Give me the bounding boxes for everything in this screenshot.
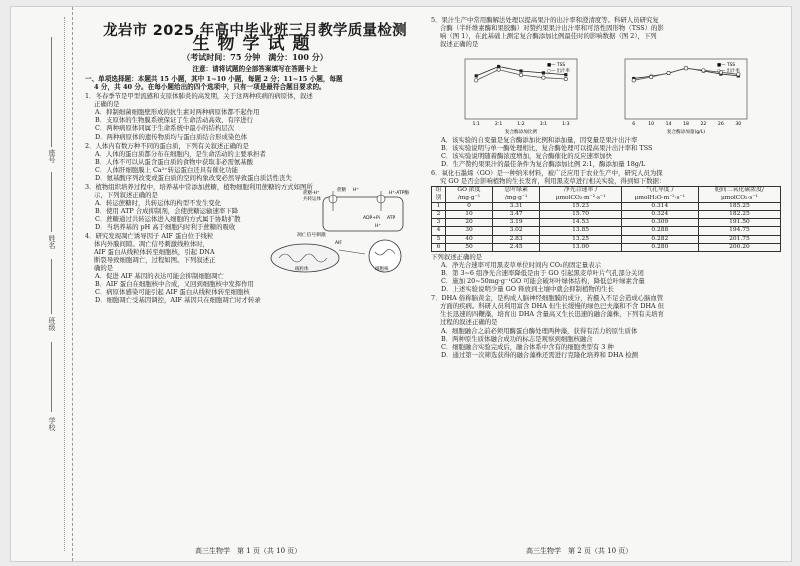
table-cell: 2.45 (492, 243, 539, 251)
axis-label: 复合酶添加比例 (504, 130, 538, 136)
option: B．AIF 蛋白在细胞核中合成，又回到细胞核中发挥作用 (95, 280, 254, 289)
legend-entry: ■— TSS (717, 63, 736, 69)
table-cell: 20 (445, 219, 492, 227)
table-cell: 1 (432, 202, 446, 210)
table-cell: 6 (432, 243, 446, 251)
table-cell: 3.02 (492, 227, 539, 235)
option: C．两种病原体同属于生命系统中最小的结构层次 (95, 124, 235, 133)
data-point (632, 79, 635, 82)
tick-label: 22 (700, 122, 707, 128)
option: C．蔗糖通过共转运体进入细胞的方式属于协助扩散 (95, 214, 241, 223)
tick-label: 18 (683, 122, 689, 128)
table-cell: 4 (432, 227, 446, 235)
table-body (432, 202, 781, 251)
table-cell: 0.309 (621, 219, 698, 227)
table-cell: 191.50 (698, 219, 780, 227)
option: A．抑制细菌细胞壁形成的抗生素对两种病原体都不起作用 (95, 108, 260, 117)
fig-label: H⁺ (375, 223, 381, 229)
tick-label: 2:1 (494, 122, 503, 128)
sucrose-transport-diagram (303, 187, 423, 235)
cut-line (64, 17, 65, 551)
table-cell: 0.282 (621, 235, 698, 243)
binding-strip (11, 7, 73, 561)
option: D．细胞凋亡受基因调控，AIF 基因只在细胞凋亡时才转录 (95, 296, 261, 305)
question-stem: 过程的叙述正确的是 (440, 318, 498, 327)
option: A．净光合速率可用黑麦草单位时间内 CO₂的固定量表示 (441, 261, 601, 270)
option: A．该实验的自变量是复合酶添加比例和添加量，因变量是果汁出汁率 (441, 136, 638, 145)
table-cell: 185.25 (698, 202, 780, 210)
question-stem: 7．DHA 俗称脑黄金，是构成人脑神经细胞膜的成分，若摄入不足会造成心脑血管 (431, 294, 664, 303)
table-row (432, 227, 781, 235)
data-point (519, 70, 522, 73)
exam-title: 龙岩市 2025 年高中毕业班三月教学质量检测 (103, 23, 407, 39)
school-label: 学校 (48, 417, 56, 431)
table-cell: 10 (445, 211, 492, 219)
data-point (684, 67, 687, 70)
fig-label: ATP (387, 215, 396, 221)
tick-label: 3:1 (539, 122, 548, 128)
q5-figures (431, 49, 781, 135)
chart-figure-1 (451, 49, 591, 135)
table-row (432, 235, 781, 243)
option: B．使用 ATP 合成抑制剂，会使蔗糖运输速率下降 (95, 206, 239, 215)
table-cell: 40 (445, 235, 492, 243)
table-cell: 3.47 (492, 211, 539, 219)
question-stem: 响（图 1），在此基础上测定复合酶添加比例最佳时的影响数据（图 2），下列 (440, 32, 657, 41)
legend-entry: ○— 出汁率 (717, 69, 740, 75)
question-1 (85, 92, 425, 140)
table-cell: 2 (432, 211, 446, 219)
table-row (432, 219, 781, 227)
question-stem: 示，下列叙述正确的是 (94, 190, 158, 199)
table-cell: 3 (432, 219, 446, 227)
option: B．支原体的生物膜系统保证了生命活动高效、有序进行 (95, 116, 254, 125)
data-point (542, 76, 545, 79)
plot-frame (465, 59, 577, 119)
tick-label: 30 (735, 122, 742, 128)
exam-info: （考试时间：75 分钟 满分：100 分） (182, 52, 328, 63)
data-point (475, 74, 478, 77)
question-2 (85, 142, 425, 182)
chart-figure-2 (611, 49, 761, 135)
tick-label: 14 (665, 122, 672, 128)
table-header-row (432, 187, 781, 202)
fig-label: 共转运体 (303, 196, 321, 202)
question-stem: 正确的是 (94, 100, 120, 109)
option: C．该实验说明随着酶浓度增加，复合酶催化的反应速率加快 (441, 152, 613, 161)
table-cell: 15.23 (540, 202, 621, 210)
question-stem: 生长迅速的四鞭藻，培育出 DHA 含量高又生长迅速的融合藻株，下列有关培育 (440, 310, 664, 319)
page-2-column: 5．果汁生产中常用酶解法处理以提高果汁的出汁率和澄清度等。科研人员研究复 合酶（半纤维素酶和果胶酶）对赞约果果汁出汁率和可溶性固形物（TSS）的影 响（图 1），在此基础上测定复合酶添加比例最佳时的影响数据（图 2），下列 叙述正确的是 1:1 2:1 1:2 3:1 1:3 复合酶添加比例 ■— TSS ○— 出汁率 6 10 14 18 22 26 30 复合酶添加量(g/L) ■— TSS ○— 出汁率 A．该实验的自变量是复合酶添加比例和添加量，因变量是果汁出汁率 B．该实验说明与单一酶处理相比，复合酶处理可以提高果汁出汁率和 TSS C．该实验说明随着酶浓度增加，复合酶催化的反应速率加快 D．生产赞约果果汁的最佳条件为复合酶添加比例 2:1，酶添加量 18g/L 6．氧化石墨烯（GO）是一种纳米材料，被广泛应用于农业生产中，研究人员为探 究 GO 是否会影响植物的生长发育，利用黑麦草进行相关实验，得到如下数据： 组别 GO 浓度 /mg·g⁻¹ 总叶绿素 /mg·g⁻¹ 净光合速率 /μmolCO₂·m⁻²·s⁻¹ 气孔导度 /μmolH₂O·m⁻²·s⁻¹ 胞间二氧化碳浓度/μmolCO₂·s⁻¹ 1 0 3.31 15.23 0.314 185.25 2 10 3.47 15.70 0.324 182.25 3 20 3.19 14.53 0.309 191.50 4 30 3.02 13.85 0.288 194.75 5 40 2.83 13.25 0.282 201.75 6 50 2.45 13.00 0.280 200.20 下列叙述正确的是 A．净光合速率可用黑麦草单位时间内 CO₂的固定量表示 B．第 3~6 组净光合速率降低是由于 GO 引起黑麦草叶片气孔部分关闭 C．施加 20~50mg·g⁻¹GO 可能会破坏叶绿体结构，降低总叶绿素含量 D．上述实验说明少量 GO 释放到土壤中就会抑制植物的生长 7．DHA 俗称脑黄金，是构成人脑神经细胞膜的成分，若摄入不足会造成心脑血管 方面的疾病。科研人员利用富含 DHA 但生长缓慢的绿色巴夫藻和不含 DHA 但 生长迅速的四鞭藻，培育出 DHA 含量高又生长迅速的融合藻株，下列有关培育 过程的叙述正确的是 A．细胞融合之前必须用酶蛋白酶处理两种藻，获得有活力的原生质体 B．两种原生质体融合成功的标志是观察到细胞核融合 C．细胞融合实验完成后，融合体系中含有的细胞类型有 3 种 D．通过第一次筛选获得的融合藻株还需进行克隆化培养和 DHA 检测 高三生物学 第 2 页（共 10 页） (431, 15, 781, 359)
question-stem: AIF 蛋白从线粒体转至细胞核，引起 DNA (94, 248, 215, 257)
question-stem: 方面的疾病。科研人员利用富含 DHA 但生长缓慢的绿色巴夫藻和不含 DHA 但 (440, 302, 665, 311)
class-label: 班级 (48, 317, 56, 331)
seat-line (51, 37, 52, 147)
table-row (432, 211, 781, 219)
data-point (542, 71, 545, 74)
question-stem: 体内外膜间隙。凋亡信号刺激线粒体时， (94, 240, 210, 249)
table-row (432, 202, 781, 210)
fig-label: ADP+Pi (363, 215, 380, 221)
tick-label: 1:1 (472, 122, 480, 128)
question-stem: 叙述正确的是 (440, 40, 479, 49)
data-point (475, 79, 478, 82)
question-stem: 4．研究发现凋亡诱导因子 AIF 蛋白位于线粒 (85, 232, 214, 241)
table-cell: 13.00 (540, 243, 621, 251)
option: A．促进 AIF 基因的表达可能会抑制细胞凋亡 (95, 272, 224, 281)
option: D．通过第一次筛选获得的融合藻株还需进行克隆化培养和 DHA 检测 (441, 350, 639, 359)
table-cell: 182.25 (698, 211, 780, 219)
question-stem: 确的是 (94, 264, 114, 273)
table-cell: 3.19 (492, 219, 539, 227)
question-7 (431, 294, 781, 358)
table-cell: 200.20 (698, 243, 780, 251)
option: C．细胞融合实验完成后，融合体系中含有的细胞类型有 3 种 (441, 342, 614, 351)
option: C．病原体感染可能引起 AIF 蛋白从线粒体转至细胞核 (95, 288, 250, 297)
option: B．两种原生质体融合成功的标志是观察到细胞核融合 (441, 334, 593, 343)
class-line (51, 259, 52, 314)
fig-label: 细胞核 (375, 267, 389, 273)
option: D．氨基酸序列改变或蛋白质的空间构象改变必然导致蛋白质活性丧失 (95, 173, 292, 182)
question-stem: 2．人体内有数万种不同的蛋白质，下列有关叙述正确的是 (85, 141, 249, 150)
aif-pathway-diagram (235, 230, 425, 276)
page-1-column: 龙岩市 2025 年高中毕业班三月教学质量检测 生物学试题 （考试时间：75 分钟 满分：100 分） 注意：请将试题的全部答案填写在答题卡上 一、单项选择题：本题共 15 小题，其中 1~10 小题，每题 2 分；11~15 小题，每题 4 分，共 40 分。在每小题给出的四个选项中，只有一项是最符合题目要求的。 1．冬春季节是甲型流感和支原体肺炎的高发期，关于这两种疾病的病原体，叙述 正确的是 A．抑制细菌细胞壁形成的抗生素对两种病原体都不起作用 B．支原体的生物膜系统保证了生命活动高效、有序进行 C．两种病原体同属于生命系统中最小的结构层次 D．两种病原体的遗传物质均与蛋白质结合形成染色体 2．人体内有数万种不同的蛋白质，下列有关叙述正确的是 A．人体的蛋白质都分布在细胞内，是生命活动的主要承担者 B．人体不可以从蛋含蛋白质的食物中获取非必需氨基酸 C．人体肝细胞膜上 Ca²⁺转运蛋白还具有催化功能 D．氨基酸序列改变或蛋白质的空间构象改变必然导致蛋白质活性丧失 3．植物组织培养过程中，培养基中常添加蔗糖，植物细胞利用蔗糖的方式如图所 示，下列叙述正确的是 A．转运蔗糖时，共转运体的构型不发生变化 B．使用 ATP 合成抑制剂，会使蔗糖运输速率下降 C．蔗糖通过共转运体进入细胞的方式属于协助扩散 D．当培养基的 pH 高于细胞内时利于蔗糖的吸收 蔗糖-H⁺ 共转运体 蔗糖 H⁺ H⁺-ATP酶 ADP+Pi ATP H⁺ 4．研究发现凋亡诱导因子 AIF 蛋白位于线粒 体内外膜间隙。凋亡信号刺激线粒体时， AIF 蛋白从线粒体转至细胞核，引起 DNA 断裂导致细胞凋亡，过程如图。下列叙述正 确的是 A．促进 AIF 基因的表达可能会抑制细胞凋亡 B．AIF 蛋白在细胞核中合成，又回到细胞核中发挥作用 C．病原体感染可能引起 AIF 蛋白从线粒体转至细胞核 D．细胞凋亡受基因调控，AIF 基因只在细胞凋亡时才转录 凋亡信号刺激 线粒体 AIF 细胞核 高三生物学 第 1 页（共 10 页） (85, 15, 425, 305)
tick-label: 6 (632, 122, 636, 128)
question-stem: 断裂导致细胞凋亡，过程如图。下列叙述正 (94, 256, 216, 265)
table-row (432, 243, 781, 251)
name-label: 姓名 (48, 235, 56, 249)
question-stem: 1．冬春季节是甲型流感和支原体肺炎的高发期，关于这两种疾病的病原体，叙述 (85, 92, 313, 101)
fig-title: 凋亡信号刺激 (297, 233, 326, 239)
option: A．人体的蛋白质都分布在细胞内，是生命活动的主要承担者 (95, 149, 266, 158)
fig-label: H⁺ (353, 187, 359, 193)
data-point (497, 68, 500, 71)
data-point (667, 71, 670, 74)
table-cell: 194.75 (698, 227, 780, 235)
data-point (649, 75, 652, 78)
tick-label: 1:3 (562, 122, 570, 128)
option: B．第 3~6 组净光合速率降低是由于 GO 引起黑麦草叶片气孔部分关闭 (441, 269, 644, 278)
option: B．人体不可以从蛋含蛋白质的食物中获取非必需氨基酸 (95, 157, 254, 166)
option: D．当培养基的 pH 高于细胞内时利于蔗糖的吸收 (95, 223, 236, 232)
table-cell: 14.53 (540, 219, 621, 227)
option: A．细胞融合之前必须用酶蛋白酶处理两种藻，获得有活力的原生质体 (441, 326, 638, 335)
seat-label: 座号 (48, 149, 56, 163)
question-6 (431, 169, 781, 293)
section-heading-2: 4 分，共 40 分。在每小题给出的四个选项中，只有一项是最符合题目要求的。 (94, 83, 326, 92)
question-4 (85, 232, 425, 304)
fig-label: H⁺-ATP酶 (389, 190, 409, 196)
table-cell: 201.75 (698, 235, 780, 243)
table-cell: 13.25 (540, 235, 621, 243)
table-cell: 2.83 (492, 235, 539, 243)
data-point (519, 73, 522, 76)
fig-label: 蔗糖 (337, 187, 346, 193)
question-stem: 合酶（半纤维素酶和果胶酶）对赞约果果汁出汁率和可溶性固形物（TSS）的影 (440, 24, 664, 33)
option: B．该实验说明与单一酶处理相比，复合酶处理可以提高果汁出汁率和 TSS (441, 144, 653, 153)
table-cell: 3.31 (492, 202, 539, 210)
question-prompt: 下列叙述正确的是 (431, 253, 483, 262)
question-3 (85, 183, 425, 231)
data-point (564, 77, 567, 80)
question-stem: 3．植物组织培养过程中，培养基中常添加蔗糖，植物细胞利用蔗糖的方式如图所 (85, 182, 313, 191)
table-header: GO 浓度 /mg·g⁻¹ (445, 187, 492, 202)
name-line (51, 172, 52, 232)
question-stem: 究 GO 是否会影响植物的生长发育，利用黑麦草进行相关实验，得到如下数据： (440, 177, 666, 186)
table-cell: 0.324 (621, 211, 698, 219)
option: C．人体肝细胞膜上 Ca²⁺转运蛋白还具有催化功能 (95, 165, 238, 174)
question-stem: 6．氧化石墨烯（GO）是一种纳米材料，被广泛应用于农业生产中，研究人员为探 (431, 169, 663, 178)
legend-entry: ■— TSS (547, 63, 566, 69)
legend-entry: ○— 出汁率 (547, 69, 570, 75)
table-header: 气孔导度 /μmolH₂O·m⁻²·s⁻¹ (621, 187, 698, 202)
option: D．生产赞约果果汁的最佳条件为复合酶添加比例 2:1，酶添加量 18g/L (441, 160, 646, 169)
axis-label: 复合酶添加量(g/L) (666, 130, 706, 136)
table-cell: 0.288 (621, 227, 698, 235)
subject-title: 生物学试题 (192, 34, 318, 55)
option: D．上述实验说明少量 GO 释放到土壤中就会抑制植物的生长 (441, 285, 614, 294)
exam-sheet (10, 6, 792, 562)
fig-label: 蔗糖-H⁺ (303, 190, 320, 196)
tick-label: 1:2 (517, 122, 525, 128)
option: D．两种病原体的遗传物质均与蛋白质结合形成染色体 (95, 132, 248, 141)
question-5 (431, 16, 781, 168)
question-stem: 5．果汁生产中常用酶解法处理以提高果汁的出汁率和澄清度等。科研人员研究复 (431, 16, 659, 24)
fig-label: 线粒体 (295, 267, 309, 273)
notice: 注意：请将试题的全部答案填写在答题卡上 (192, 65, 318, 74)
table-cell: 50 (445, 243, 492, 251)
data-point (702, 69, 705, 72)
table-header: 净光合速率 /μmolCO₂·m⁻²·s⁻¹ (540, 187, 621, 202)
option: C．施加 20~50mg·g⁻¹GO 可能会破坏叶绿体结构，降低总叶绿素含量 (441, 277, 645, 286)
table-cell: 15.70 (540, 211, 621, 219)
school-line (51, 342, 52, 412)
table-header: 胞间二氧化碳浓度/μmolCO₂·s⁻¹ (698, 187, 780, 202)
table-cell: 0.280 (621, 243, 698, 251)
option: A．转运蔗糖时，共转运体的构型不发生变化 (95, 198, 222, 207)
table-cell: 0 (445, 202, 492, 210)
tick-label: 26 (717, 122, 724, 128)
table-cell: 13.85 (540, 227, 621, 235)
table-cell: 5 (432, 235, 446, 243)
section-heading: 一、单项选择题：本题共 15 小题，其中 1~10 小题，每题 2 分；11~15 小题，每题 (85, 75, 343, 84)
table-cell: 30 (445, 227, 492, 235)
table-header: 总叶绿素 /mg·g⁻¹ (492, 187, 539, 202)
table-header: 组别 (432, 187, 446, 202)
fig-label: AIF (335, 241, 342, 247)
go-data-table (431, 186, 781, 252)
table-cell: 0.314 (621, 202, 698, 210)
data-point (497, 65, 500, 68)
tick-label: 10 (648, 122, 655, 128)
